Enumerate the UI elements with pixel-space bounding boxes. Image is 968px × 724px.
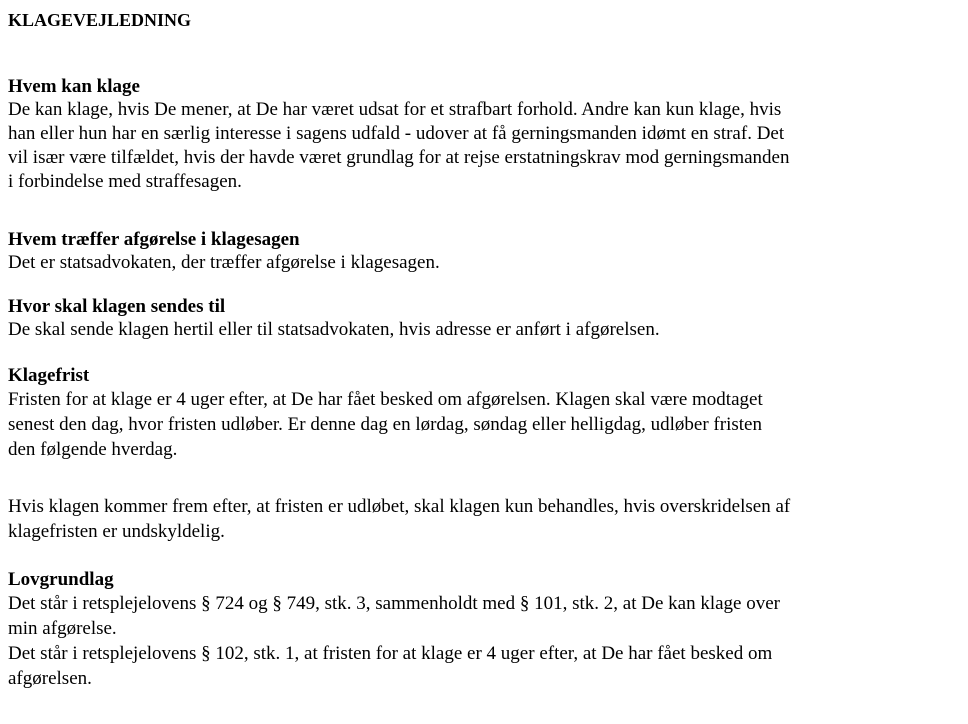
paragraph-line: Hvis klagen kommer frem efter, at fristen er udløbet, skal klagen kun behandles, hvis overskridelsen af bbox=[8, 496, 791, 517]
paragraph-line: Fristen for at klage er 4 uger efter, at De har fået besked om afgørelsen. Klagen skal være modtaget bbox=[8, 389, 763, 410]
paragraph-line: afgørelsen. bbox=[8, 668, 92, 689]
paragraph-line: han eller hun har en særlig interesse i sagens udfald - udover at få gerningsmanden idømt en straf. Det bbox=[8, 123, 785, 144]
paragraph-line: Det står i retsplejelovens § 724 og § 749, stk. 3, sammenholdt med § 101, stk. 2, at De kan klage over bbox=[8, 593, 780, 614]
paragraph-line: Det står i retsplejelovens § 102, stk. 1, at fristen for at klage er 4 uger efter, at De har fået besked om bbox=[8, 643, 773, 664]
paragraph-line: De skal sende klagen hertil eller til statsadvokaten, hvis adresse er anført i afgørelsen. bbox=[8, 319, 660, 340]
heading-klagefrist: Klagefrist bbox=[8, 365, 90, 386]
paragraph-line: vil især være tilfældet, hvis der havde været grundlag for at rejse erstatningskrav mod gerningsmanden bbox=[8, 147, 790, 168]
paragraph-line: i forbindelse med straffesagen. bbox=[8, 171, 242, 192]
heading-hvor-skal-klagen-sendes: Hvor skal klagen sendes til bbox=[8, 296, 226, 317]
paragraph-line: den følgende hverdag. bbox=[8, 439, 178, 460]
paragraph-line: klagefristen er undskyldelig. bbox=[8, 521, 225, 542]
paragraph-line: Det er statsadvokaten, der træffer afgørelse i klagesagen. bbox=[8, 252, 440, 273]
heading-hvem-kan-klage: Hvem kan klage bbox=[8, 76, 140, 97]
document-title: KLAGEVEJLEDNING bbox=[8, 10, 192, 30]
paragraph-line: De kan klage, hvis De mener, at De har været udsat for et strafbart forhold. Andre kan kun klage, hvis bbox=[8, 99, 782, 120]
heading-lovgrundlag: Lovgrundlag bbox=[8, 569, 114, 590]
paragraph-line: senest den dag, hvor fristen udløber. Er denne dag en lørdag, søndag eller helligdag, udløber fristen bbox=[8, 414, 762, 435]
paragraph-line: min afgørelse. bbox=[8, 618, 117, 639]
heading-hvem-traeffer-afgoerelse: Hvem træffer afgørelse i klagesagen bbox=[8, 229, 300, 250]
